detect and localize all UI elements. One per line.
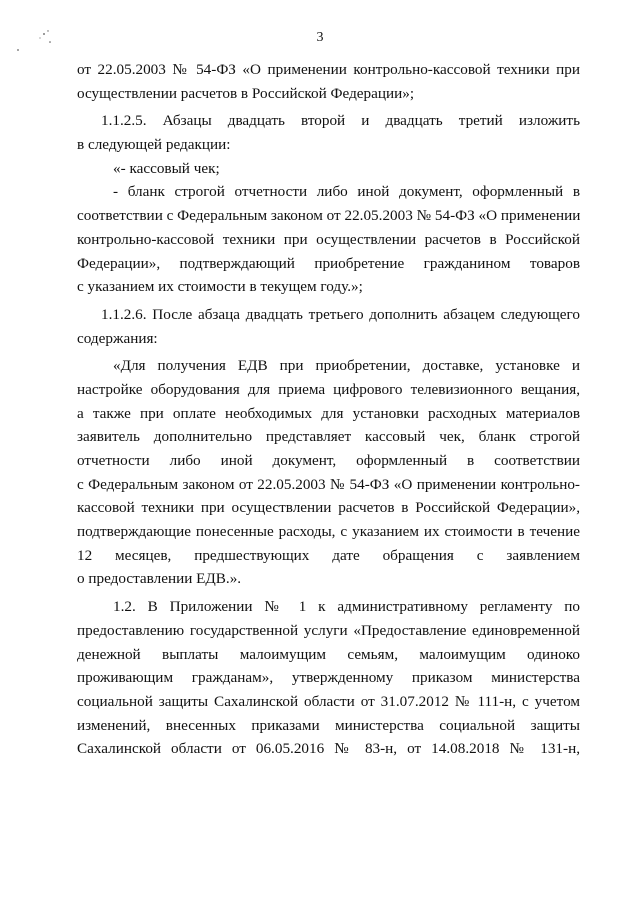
text-line: с Федеральным законом от 22.05.2003 № 54-ФЗ «О применении контрольно- (77, 475, 580, 493)
text-line: социальной защиты Сахалинской области от 31.07.2012 № 111-н, с учетом (77, 692, 580, 710)
text-line: денежной выплаты малоимущим семьям, малоимущим одиноко (77, 645, 580, 663)
text-line: отчетности либо иной документ, оформленный в соответствии (77, 452, 580, 469)
text-line: проживающим гражданам», утвержденному приказом министерства (77, 669, 580, 687)
text-line: с указанием их стоимости в текущем году.»; (77, 278, 363, 296)
text-line: соответствии с Федеральным законом от 22.05.2003 № 54-ФЗ «О применении (77, 207, 581, 225)
text-line: в следующей редакции: (77, 136, 231, 154)
text-line: заявитель дополнительно представляет кассовый чек, бланк строгой (77, 428, 580, 446)
text-line: 12 месяцев, предшествующих дате обращения с заявлением (77, 546, 580, 564)
text-line: содержания: (77, 329, 158, 347)
text-line: изменений, внесенных приказами министерства социальной защиты (77, 716, 580, 734)
text-line: от 22.05.2003 № 54-ФЗ «О применении контрольно-кассовой техники при (77, 61, 580, 78)
text-line: - бланк строгой отчетности либо иной документ, оформленный в (113, 183, 580, 201)
text-line: подтверждающие понесенные расходы, с указанием их стоимости в течение (77, 523, 580, 541)
document-text (77, 58, 580, 761)
text-line: 1.1.2.6. После абзаца двадцать третьего дополнить абзацем следующего (101, 305, 580, 323)
text-line: настройке оборудования для приема цифрового телевизионного вещания, (77, 380, 580, 398)
text-line: кассовой техники при осуществлении расчетов в Российской Федерации», (77, 499, 580, 517)
text-line: а также при оплате необходимых для установки расходных материалов (77, 404, 580, 422)
text-line: Федерации», подтверждающий приобретение гражданином товаров (77, 254, 580, 272)
text-line: «- кассовый чек; (113, 159, 220, 177)
text-line: Сахалинской области от 06.05.2016 № 83-н, от 14.08.2018 № 131-н, (77, 740, 580, 758)
text-line: предоставлению государственной услуги «Предоставление единовременной (77, 621, 580, 639)
text-line: 1.1.2.5. Абзацы двадцать второй и двадцать третий изложить (101, 112, 580, 130)
text-line: контрольно-кассовой техники при осуществлении расчетов в Российской (77, 230, 580, 248)
page-number: 3 (316, 30, 324, 45)
text-line: осуществлении расчетов в Российской Федерации»; (77, 84, 415, 102)
text-line: о предоставлении ЕДВ.». (77, 570, 242, 588)
text-line: 1.2. В Приложении № 1 к административному регламенту по (113, 598, 580, 616)
text-line: «Для получения ЕДВ при приобретении, доставке, установке и (113, 357, 580, 375)
